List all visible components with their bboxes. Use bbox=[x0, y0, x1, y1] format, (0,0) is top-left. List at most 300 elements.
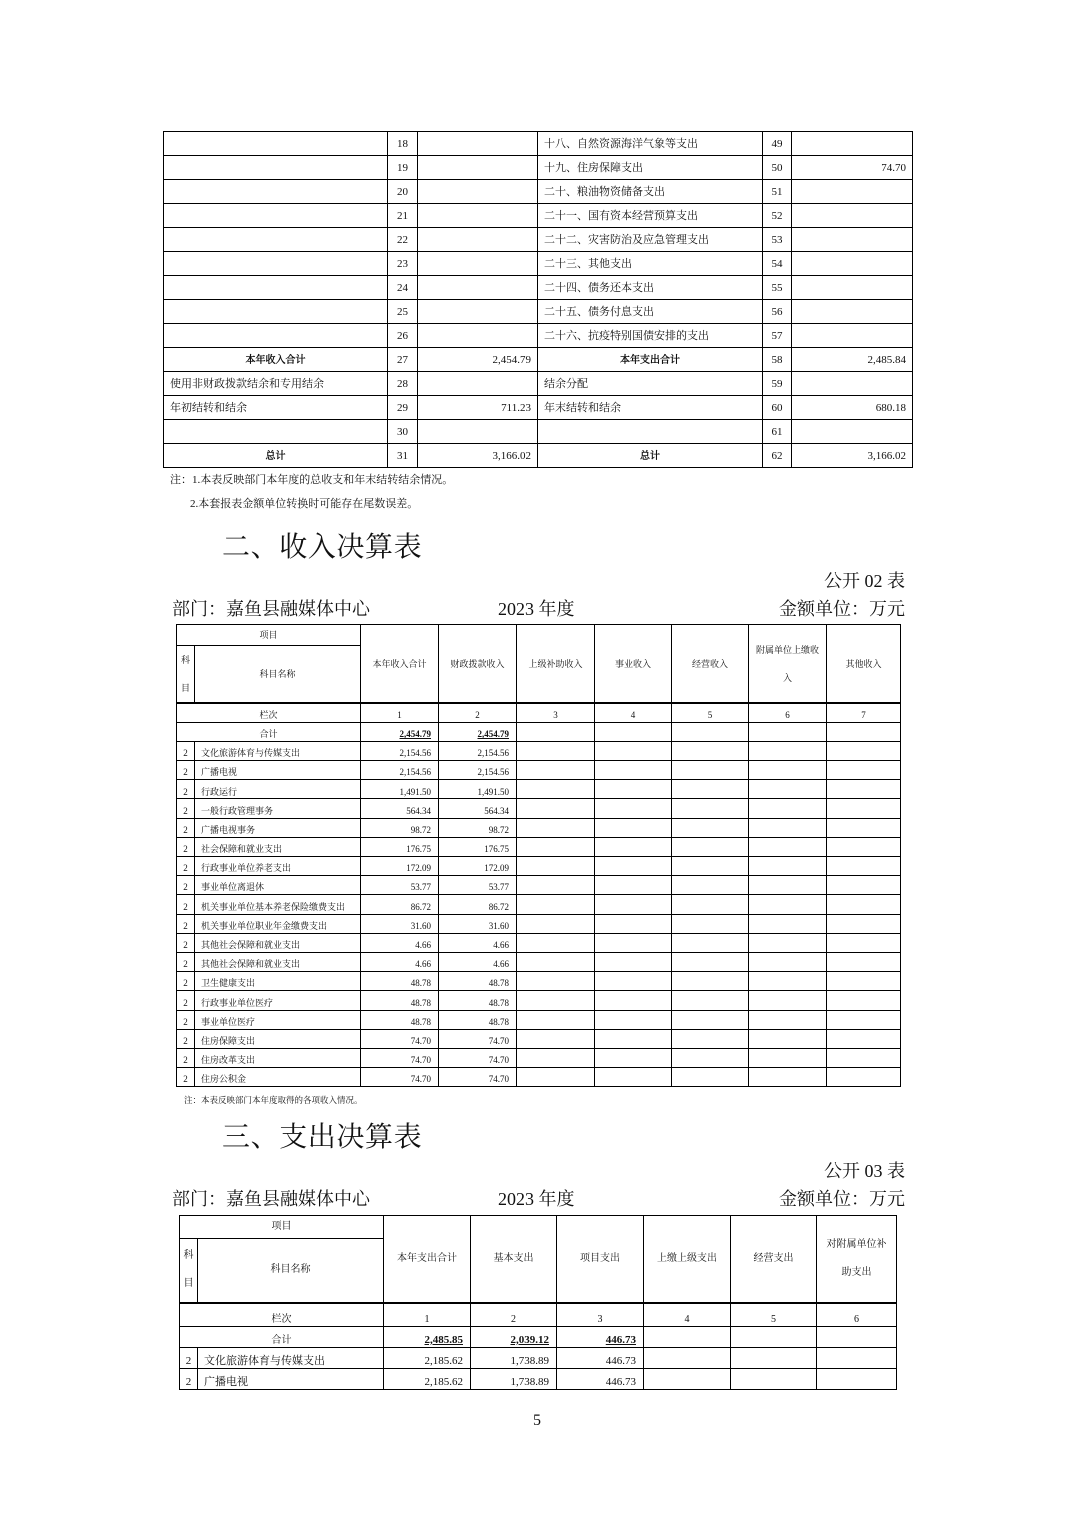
expense-line-number: 54 bbox=[763, 252, 792, 276]
amount-cell bbox=[517, 991, 595, 1010]
expense-item-label: 十八、自然资源海洋气象等支出 bbox=[538, 132, 763, 156]
amount-cell bbox=[595, 1010, 672, 1029]
amount-cell bbox=[644, 1348, 731, 1369]
header-column: 事业收入 bbox=[595, 625, 672, 704]
amount-cell bbox=[749, 1048, 827, 1067]
amount-cell bbox=[517, 876, 595, 895]
header-column: 项目支出 bbox=[557, 1216, 644, 1303]
amount-cell: 53.77 bbox=[439, 876, 517, 895]
header-row bbox=[177, 625, 901, 646]
income-line-number: 29 bbox=[388, 396, 418, 420]
subject-name: 住房改革支出 bbox=[195, 1048, 361, 1067]
amount-cell bbox=[595, 818, 672, 837]
expense-item-label: 二十三、其他支出 bbox=[538, 252, 763, 276]
income-amount bbox=[418, 420, 538, 444]
table-row bbox=[177, 914, 901, 933]
subject-name: 行政事业单位医疗 bbox=[195, 991, 361, 1010]
amount-cell: 564.34 bbox=[439, 799, 517, 818]
expense-amount: 74.70 bbox=[792, 156, 913, 180]
income-line-number: 27 bbox=[388, 348, 418, 372]
expense-item-label: 二十六、抗疫特别国债安排的支出 bbox=[538, 324, 763, 348]
summary-row bbox=[164, 420, 913, 444]
expense-item-label: 二十、粮油物资储备支出 bbox=[538, 180, 763, 204]
header-column: 上缴上级支出 bbox=[644, 1216, 731, 1303]
column-index-label: 栏次 bbox=[180, 1303, 384, 1327]
amount-cell bbox=[749, 857, 827, 876]
total-value: 2,454.79 bbox=[439, 722, 517, 741]
amount-cell bbox=[517, 818, 595, 837]
amount-cell bbox=[595, 933, 672, 952]
expense-line-number: 53 bbox=[763, 228, 792, 252]
amount-cell bbox=[817, 1348, 897, 1369]
amount-cell bbox=[749, 991, 827, 1010]
amount-cell bbox=[749, 933, 827, 952]
amount-cell: 31.60 bbox=[361, 914, 439, 933]
income-amount bbox=[418, 204, 538, 228]
amount-cell: 1,738.89 bbox=[471, 1348, 557, 1369]
amount-cell bbox=[672, 991, 749, 1010]
amount-cell bbox=[672, 741, 749, 760]
amount-cell bbox=[672, 780, 749, 799]
total-value: 446.73 bbox=[557, 1327, 644, 1348]
total-value bbox=[749, 722, 827, 741]
amount-cell: 48.78 bbox=[439, 991, 517, 1010]
amount-cell bbox=[731, 1348, 817, 1369]
amount-cell bbox=[749, 1029, 827, 1048]
amount-cell bbox=[672, 761, 749, 780]
table-row bbox=[177, 857, 901, 876]
subject-name: 行政运行 bbox=[195, 780, 361, 799]
total-value bbox=[827, 722, 901, 741]
amount-cell: 2,154.56 bbox=[361, 761, 439, 780]
income-section-heading: 二、收入决算表 bbox=[222, 532, 423, 563]
header-column: 其他收入 bbox=[827, 625, 901, 704]
amount-cell bbox=[672, 818, 749, 837]
header-column: 本年收入合计 bbox=[361, 625, 439, 704]
amount-cell bbox=[672, 837, 749, 856]
amount-cell bbox=[517, 972, 595, 991]
expense-item-label bbox=[538, 420, 763, 444]
total-label: 合计 bbox=[177, 722, 361, 741]
amount-cell bbox=[672, 1029, 749, 1048]
amount-cell bbox=[595, 895, 672, 914]
amount-cell bbox=[517, 895, 595, 914]
income-item-label bbox=[164, 300, 388, 324]
income-item-label: 年初结转和结余 bbox=[164, 396, 388, 420]
expense-amount bbox=[792, 276, 913, 300]
summary-row bbox=[164, 396, 913, 420]
amount-cell: 446.73 bbox=[557, 1348, 644, 1369]
subject-name: 其他社会保障和就业支出 bbox=[195, 952, 361, 971]
amount-cell: 1,738.89 bbox=[471, 1369, 557, 1390]
amount-cell: 1,491.50 bbox=[439, 780, 517, 799]
amount-cell bbox=[672, 799, 749, 818]
amount-cell: 1,491.50 bbox=[361, 780, 439, 799]
table-row bbox=[177, 761, 901, 780]
amount-cell: 74.70 bbox=[439, 1029, 517, 1048]
subject-code: 2 bbox=[177, 914, 195, 933]
amount-cell bbox=[827, 1048, 901, 1067]
amount-cell bbox=[517, 799, 595, 818]
column-index: 5 bbox=[672, 703, 749, 722]
column-index-row bbox=[180, 1303, 897, 1327]
column-index: 6 bbox=[749, 703, 827, 722]
amount-cell bbox=[672, 952, 749, 971]
table-row bbox=[177, 780, 901, 799]
expense-item-label: 结余分配 bbox=[538, 372, 763, 396]
total-value bbox=[731, 1327, 817, 1348]
amount-cell: 86.72 bbox=[361, 895, 439, 914]
table-row bbox=[177, 952, 901, 971]
subject-name: 广播电视 bbox=[195, 761, 361, 780]
income-table-number: 公开 02 表 bbox=[824, 571, 905, 591]
amount-cell bbox=[595, 876, 672, 895]
subject-code: 2 bbox=[177, 991, 195, 1010]
amount-cell bbox=[517, 857, 595, 876]
amount-cell: 74.70 bbox=[361, 1068, 439, 1087]
amount-cell bbox=[827, 780, 901, 799]
income-item-label: 本年收入合计 bbox=[164, 348, 388, 372]
amount-cell bbox=[595, 972, 672, 991]
total-label: 合计 bbox=[180, 1327, 384, 1348]
income-amount bbox=[418, 132, 538, 156]
expense-amount bbox=[792, 132, 913, 156]
amount-cell: 564.34 bbox=[361, 799, 439, 818]
income-line-number: 28 bbox=[388, 372, 418, 396]
amount-cell bbox=[749, 837, 827, 856]
header-column: 附属单位上缴收入 bbox=[749, 625, 827, 704]
amount-cell: 74.70 bbox=[361, 1048, 439, 1067]
amount-cell: 86.72 bbox=[439, 895, 517, 914]
expense-line-number: 50 bbox=[763, 156, 792, 180]
income-item-label bbox=[164, 420, 388, 444]
amount-cell bbox=[749, 818, 827, 837]
expense-table-body bbox=[180, 1303, 897, 1390]
header-subject-code: 科目 bbox=[177, 646, 195, 704]
expense-item-label: 十九、住房保障支出 bbox=[538, 156, 763, 180]
expense-line-number: 60 bbox=[763, 396, 792, 420]
expense-line-number: 58 bbox=[763, 348, 792, 372]
income-line-number: 19 bbox=[388, 156, 418, 180]
amount-cell bbox=[517, 914, 595, 933]
amount-cell bbox=[827, 1068, 901, 1087]
amount-cell bbox=[827, 741, 901, 760]
amount-cell bbox=[827, 972, 901, 991]
header-column: 经营收入 bbox=[672, 625, 749, 704]
income-item-label bbox=[164, 252, 388, 276]
amount-cell: 2,185.62 bbox=[384, 1348, 471, 1369]
column-index: 1 bbox=[361, 703, 439, 722]
income-line-number: 24 bbox=[388, 276, 418, 300]
amount-cell bbox=[595, 914, 672, 933]
amount-cell bbox=[672, 1010, 749, 1029]
income-line-number: 20 bbox=[388, 180, 418, 204]
summary-row bbox=[164, 348, 913, 372]
table-row bbox=[177, 837, 901, 856]
amount-cell bbox=[749, 799, 827, 818]
expense-amount: 3,166.02 bbox=[792, 444, 913, 468]
subject-code: 2 bbox=[177, 1029, 195, 1048]
income-year: 2023 年度 bbox=[498, 599, 575, 619]
amount-cell bbox=[517, 1010, 595, 1029]
summary-note-1: 注：1.本表反映部门本年度的总收支和年末结转结余情况。 bbox=[170, 474, 454, 486]
table-row bbox=[180, 1348, 897, 1369]
amount-cell bbox=[595, 1048, 672, 1067]
income-amount: 2,454.79 bbox=[418, 348, 538, 372]
amount-cell bbox=[749, 876, 827, 895]
amount-cell bbox=[827, 991, 901, 1010]
column-index: 3 bbox=[557, 1303, 644, 1327]
amount-cell bbox=[672, 914, 749, 933]
column-index: 4 bbox=[595, 703, 672, 722]
amount-cell bbox=[749, 895, 827, 914]
amount-cell bbox=[672, 1068, 749, 1087]
amount-cell: 176.75 bbox=[361, 837, 439, 856]
expense-amount bbox=[792, 204, 913, 228]
income-unit: 金额单位：万元 bbox=[779, 599, 905, 619]
amount-cell: 4.66 bbox=[439, 933, 517, 952]
table-row bbox=[177, 1029, 901, 1048]
amount-cell: 48.78 bbox=[439, 1010, 517, 1029]
amount-cell bbox=[827, 818, 901, 837]
income-table bbox=[176, 624, 901, 1087]
subject-code: 2 bbox=[177, 1010, 195, 1029]
amount-cell bbox=[672, 1048, 749, 1067]
amount-cell bbox=[517, 837, 595, 856]
column-index: 4 bbox=[644, 1303, 731, 1327]
income-item-label bbox=[164, 228, 388, 252]
subject-code: 2 bbox=[177, 857, 195, 876]
expense-item-label: 年末结转和结余 bbox=[538, 396, 763, 420]
expense-line-number: 51 bbox=[763, 180, 792, 204]
amount-cell bbox=[749, 761, 827, 780]
expense-line-number: 61 bbox=[763, 420, 792, 444]
expense-department: 部门：嘉鱼县融媒体中心 bbox=[172, 1189, 370, 1209]
column-index-label: 栏次 bbox=[177, 703, 361, 722]
summary-row bbox=[164, 132, 913, 156]
subject-code: 2 bbox=[177, 972, 195, 991]
amount-cell: 2,154.56 bbox=[361, 741, 439, 760]
amount-cell bbox=[595, 857, 672, 876]
column-index-row bbox=[177, 703, 901, 722]
expense-line-number: 56 bbox=[763, 300, 792, 324]
summary-table-body bbox=[164, 132, 913, 468]
table-row bbox=[177, 799, 901, 818]
header-item: 项目 bbox=[180, 1216, 384, 1239]
amount-cell: 48.78 bbox=[361, 991, 439, 1010]
total-value bbox=[644, 1327, 731, 1348]
subject-name: 广播电视事务 bbox=[195, 818, 361, 837]
expense-line-number: 52 bbox=[763, 204, 792, 228]
summary-row bbox=[164, 252, 913, 276]
summary-row bbox=[164, 228, 913, 252]
income-item-label bbox=[164, 180, 388, 204]
subject-name: 机关事业单位职业年金缴费支出 bbox=[195, 914, 361, 933]
income-line-number: 31 bbox=[388, 444, 418, 468]
amount-cell bbox=[517, 780, 595, 799]
table-row bbox=[177, 741, 901, 760]
subject-name: 其他社会保障和就业支出 bbox=[195, 933, 361, 952]
expense-table-header bbox=[180, 1216, 897, 1303]
subject-name: 广播电视 bbox=[198, 1369, 384, 1390]
amount-cell bbox=[827, 933, 901, 952]
expense-amount: 2,485.84 bbox=[792, 348, 913, 372]
amount-cell bbox=[827, 952, 901, 971]
income-item-label bbox=[164, 204, 388, 228]
income-amount: 711.23 bbox=[418, 396, 538, 420]
expense-line-number: 49 bbox=[763, 132, 792, 156]
income-table-header bbox=[177, 625, 901, 704]
income-amount bbox=[418, 252, 538, 276]
amount-cell bbox=[517, 761, 595, 780]
amount-cell bbox=[595, 1068, 672, 1087]
income-table-body bbox=[177, 703, 901, 1087]
expense-line-number: 55 bbox=[763, 276, 792, 300]
amount-cell bbox=[672, 876, 749, 895]
header-column: 基本支出 bbox=[471, 1216, 557, 1303]
income-item-label bbox=[164, 324, 388, 348]
income-item-label: 总计 bbox=[164, 444, 388, 468]
expense-line-number: 57 bbox=[763, 324, 792, 348]
column-index: 1 bbox=[384, 1303, 471, 1327]
amount-cell: 2,154.56 bbox=[439, 761, 517, 780]
income-amount bbox=[418, 372, 538, 396]
expense-amount bbox=[792, 324, 913, 348]
amount-cell bbox=[827, 895, 901, 914]
income-item-label bbox=[164, 132, 388, 156]
header-column: 本年支出合计 bbox=[384, 1216, 471, 1303]
total-row bbox=[177, 722, 901, 741]
income-line-number: 21 bbox=[388, 204, 418, 228]
amount-cell bbox=[517, 1068, 595, 1087]
income-amount bbox=[418, 300, 538, 324]
subject-code: 2 bbox=[177, 876, 195, 895]
amount-cell: 172.09 bbox=[361, 857, 439, 876]
subject-code: 2 bbox=[177, 761, 195, 780]
total-value: 2,454.79 bbox=[361, 722, 439, 741]
expense-amount bbox=[792, 228, 913, 252]
income-item-label bbox=[164, 276, 388, 300]
subject-name: 住房公积金 bbox=[195, 1068, 361, 1087]
summary-row bbox=[164, 300, 913, 324]
amount-cell: 4.66 bbox=[361, 933, 439, 952]
income-line-number: 30 bbox=[388, 420, 418, 444]
amount-cell: 48.78 bbox=[361, 1010, 439, 1029]
page-number: 5 bbox=[533, 1412, 541, 1429]
expense-amount bbox=[792, 300, 913, 324]
amount-cell bbox=[749, 1068, 827, 1087]
expense-item-label: 二十二、灾害防治及应急管理支出 bbox=[538, 228, 763, 252]
summary-row bbox=[164, 180, 913, 204]
amount-cell bbox=[827, 876, 901, 895]
amount-cell: 2,154.56 bbox=[439, 741, 517, 760]
amount-cell: 176.75 bbox=[439, 837, 517, 856]
expense-table-number: 公开 03 表 bbox=[824, 1161, 905, 1181]
subject-code: 2 bbox=[177, 741, 195, 760]
amount-cell: 98.72 bbox=[361, 818, 439, 837]
amount-cell bbox=[672, 972, 749, 991]
column-index: 7 bbox=[827, 703, 901, 722]
expense-amount bbox=[792, 180, 913, 204]
amount-cell bbox=[749, 972, 827, 991]
subject-code: 2 bbox=[177, 837, 195, 856]
table-row bbox=[177, 933, 901, 952]
income-line-number: 22 bbox=[388, 228, 418, 252]
header-subject-code: 科目 bbox=[180, 1239, 198, 1303]
subject-name: 机关事业单位基本养老保险缴费支出 bbox=[195, 895, 361, 914]
income-expense-summary-table bbox=[163, 131, 913, 468]
income-item-label: 使用非财政拨款结余和专用结余 bbox=[164, 372, 388, 396]
amount-cell bbox=[595, 780, 672, 799]
amount-cell: 53.77 bbox=[361, 876, 439, 895]
amount-cell bbox=[827, 1010, 901, 1029]
amount-cell: 31.60 bbox=[439, 914, 517, 933]
amount-cell: 2,185.62 bbox=[384, 1369, 471, 1390]
income-line-number: 25 bbox=[388, 300, 418, 324]
total-value: 2,039.12 bbox=[471, 1327, 557, 1348]
subject-code: 2 bbox=[180, 1369, 198, 1390]
column-index: 2 bbox=[471, 1303, 557, 1327]
amount-cell bbox=[749, 1010, 827, 1029]
total-row bbox=[180, 1327, 897, 1348]
amount-cell bbox=[731, 1369, 817, 1390]
amount-cell bbox=[595, 952, 672, 971]
income-amount: 3,166.02 bbox=[418, 444, 538, 468]
subject-name: 卫生健康支出 bbox=[195, 972, 361, 991]
subject-code: 2 bbox=[177, 1068, 195, 1087]
header-row bbox=[180, 1216, 897, 1239]
amount-cell bbox=[672, 895, 749, 914]
amount-cell bbox=[517, 1029, 595, 1048]
total-value bbox=[817, 1327, 897, 1348]
total-value bbox=[672, 722, 749, 741]
amount-cell: 74.70 bbox=[439, 1048, 517, 1067]
amount-cell bbox=[749, 741, 827, 760]
expense-amount bbox=[792, 420, 913, 444]
header-column: 财政拨款收入 bbox=[439, 625, 517, 704]
amount-cell bbox=[517, 741, 595, 760]
amount-cell bbox=[827, 857, 901, 876]
subject-code: 2 bbox=[180, 1348, 198, 1369]
expense-amount bbox=[792, 372, 913, 396]
column-index: 3 bbox=[517, 703, 595, 722]
expense-item-label: 本年支出合计 bbox=[538, 348, 763, 372]
summary-row bbox=[164, 204, 913, 228]
subject-code: 2 bbox=[177, 895, 195, 914]
summary-row bbox=[164, 372, 913, 396]
header-column: 上级补助收入 bbox=[517, 625, 595, 704]
expense-line-number: 62 bbox=[763, 444, 792, 468]
table-row bbox=[177, 991, 901, 1010]
subject-name: 行政事业单位养老支出 bbox=[195, 857, 361, 876]
subject-code: 2 bbox=[177, 818, 195, 837]
income-amount bbox=[418, 276, 538, 300]
expense-item-label: 二十四、债务还本支出 bbox=[538, 276, 763, 300]
table-row bbox=[177, 895, 901, 914]
income-amount bbox=[418, 228, 538, 252]
amount-cell bbox=[749, 780, 827, 799]
expense-amount: 680.18 bbox=[792, 396, 913, 420]
subject-code: 2 bbox=[177, 780, 195, 799]
table-row bbox=[177, 818, 901, 837]
subject-code: 2 bbox=[177, 1048, 195, 1067]
income-amount bbox=[418, 324, 538, 348]
amount-cell bbox=[595, 991, 672, 1010]
header-subject-name: 科目名称 bbox=[195, 646, 361, 704]
header-column: 对附属单位补助支出 bbox=[817, 1216, 897, 1303]
amount-cell bbox=[595, 1029, 672, 1048]
amount-cell: 4.66 bbox=[361, 952, 439, 971]
